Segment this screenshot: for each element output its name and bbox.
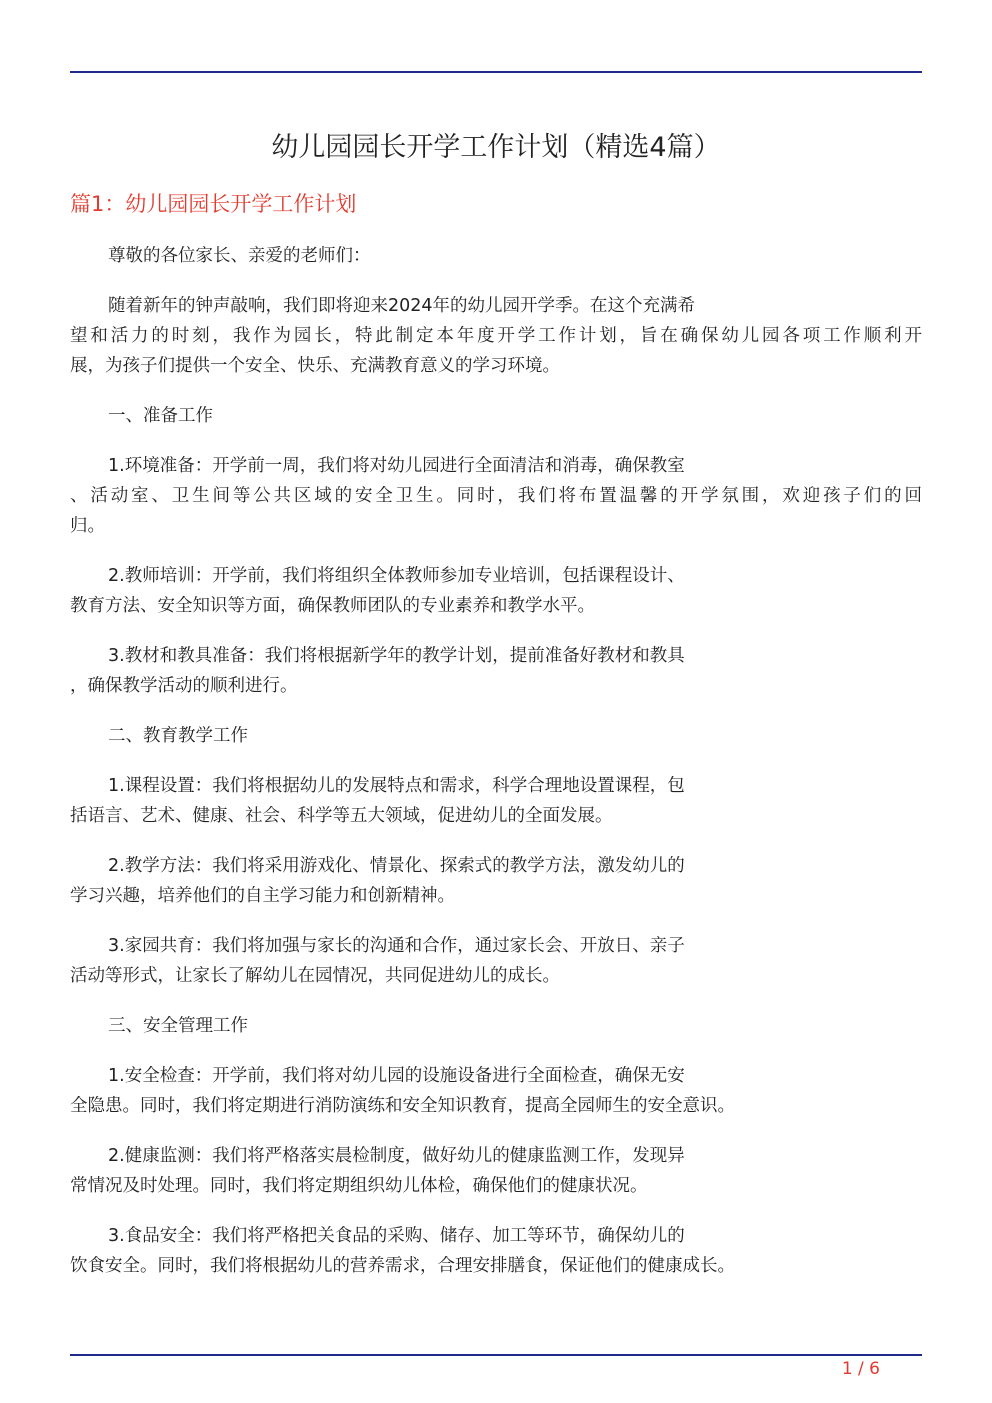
- paragraph: [70, 241, 922, 271]
- paragraph-line: 三、安全管理工作: [108, 1016, 248, 1036]
- paragraph-line: 望和活力的时刻，我作为园长，特此制定本年度开学工作计划，旨在确保幼儿园各项工作顺利开: [70, 326, 922, 346]
- paragraph-line: 展，为孩子们提供一个安全、快乐、充满教育意义的学习环境。: [70, 356, 560, 376]
- paragraph-line: 2.教学方法：我们将采用游戏化、情景化、探索式的教学方法，激发幼儿的: [108, 856, 685, 876]
- paragraph: [70, 771, 922, 831]
- page-indicator: 1 / 6: [841, 1359, 880, 1379]
- paragraph: [70, 451, 922, 541]
- paragraph: [70, 721, 922, 751]
- paragraph: [70, 1141, 922, 1201]
- paragraph: [70, 561, 922, 621]
- paragraph-line: 2.教师培训：开学前，我们将组织全体教师参加专业培训，包括课程设计、: [108, 566, 685, 586]
- paragraph: [70, 291, 922, 381]
- footer-rule: [70, 1354, 922, 1356]
- paragraph: [70, 1011, 922, 1041]
- paragraph-line: 归。: [70, 516, 105, 536]
- paragraph-line: 3.教材和教具准备：我们将根据新学年的教学计划，提前准备好教材和教具: [108, 646, 685, 666]
- paragraph-line: 1.环境准备：开学前一周，我们将对幼儿园进行全面清洁和消毒，确保教室: [108, 456, 685, 476]
- paragraph-line: 教育方法、安全知识等方面，确保教师团队的专业素养和教学水平。: [70, 596, 595, 616]
- paragraph-line: 1.课程设置：我们将根据幼儿的发展特点和需求，科学合理地设置课程，包: [108, 776, 685, 796]
- paragraph-line: 全隐患。同时，我们将定期进行消防演练和安全知识教育，提高全园师生的安全意识。: [70, 1096, 735, 1116]
- document-body: [70, 241, 922, 1301]
- header-rule: [70, 71, 922, 73]
- paragraph-line: 1.安全检查：开学前，我们将对幼儿园的设施设备进行全面检查，确保无安: [108, 1066, 685, 1086]
- paragraph-line: 括语言、艺术、健康、社会、科学等五大领域，促进幼儿的全面发展。: [70, 806, 613, 826]
- paragraph: [70, 1061, 922, 1121]
- paragraph-line: 活动等形式，让家长了解幼儿在园情况，共同促进幼儿的成长。: [70, 966, 560, 986]
- paragraph-line: 一、准备工作: [108, 406, 213, 426]
- paragraph-line: 尊敬的各位家长、亲爱的老师们：: [108, 246, 371, 266]
- paragraph-line: 3.食品安全：我们将严格把关食品的采购、储存、加工等环节，确保幼儿的: [108, 1226, 685, 1246]
- document-title: 幼儿园园长开学工作计划（精选4篇）: [271, 132, 721, 163]
- paragraph: [70, 851, 922, 911]
- paragraph: [70, 1221, 922, 1281]
- paragraph-line: ，确保教学活动的顺利进行。: [70, 676, 298, 696]
- section-title: 篇1：幼儿园园长开学工作计划: [70, 192, 357, 216]
- paragraph-line: 3.家园共育：我们将加强与家长的沟通和合作，通过家长会、开放日、亲子: [108, 936, 685, 956]
- paragraph-line: 、活动室、卫生间等公共区域的安全卫生。同时，我们将布置温馨的开学氛围，欢迎孩子们的回: [70, 486, 922, 506]
- paragraph: [70, 931, 922, 991]
- paragraph-line: 饮食安全。同时，我们将根据幼儿的营养需求，合理安排膳食，保证他们的健康成长。: [70, 1256, 735, 1276]
- paragraph-line: 2.健康监测：我们将严格落实晨检制度，做好幼儿的健康监测工作，发现异: [108, 1146, 685, 1166]
- paragraph-line: 二、教育教学工作: [108, 726, 248, 746]
- paragraph-line: 学习兴趣，培养他们的自主学习能力和创新精神。: [70, 886, 455, 906]
- paragraph-line: 随着新年的钟声敲响，我们即将迎来2024年的幼儿园开学季。在这个充满希: [108, 296, 696, 316]
- paragraph: [70, 401, 922, 431]
- paragraph: [70, 641, 922, 701]
- paragraph-line: 常情况及时处理。同时，我们将定期组织幼儿体检，确保他们的健康状况。: [70, 1176, 648, 1196]
